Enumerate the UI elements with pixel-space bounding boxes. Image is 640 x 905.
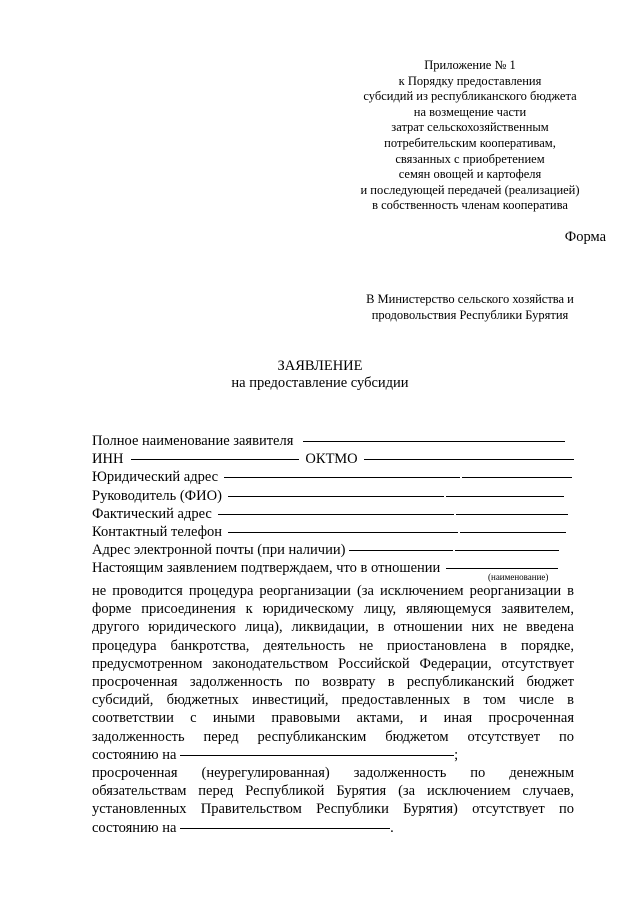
- applicant-fields: [92, 432, 574, 578]
- field-label: Фактический адрес: [92, 505, 212, 522]
- oktmo-blank[interactable]: [364, 458, 574, 460]
- field-label: Юридический адрес: [92, 469, 219, 486]
- paragraph-text: состоянию на: [92, 819, 177, 836]
- annex-line: семян овощей и картофеля: [398, 167, 542, 182]
- legal-address-blank[interactable]: [224, 476, 460, 478]
- paragraph-punct: ;: [454, 746, 459, 763]
- legal-address-blank-2[interactable]: [462, 476, 572, 478]
- declaration-body: [92, 582, 574, 837]
- field-label: Полное наименование заявителя: [92, 433, 294, 449]
- annex-line: и последующей передачей (реализацией): [360, 182, 580, 197]
- paragraph-punct: .: [390, 819, 394, 836]
- field-email: [92, 541, 574, 559]
- form-label: Форма: [564, 229, 606, 245]
- field-label: Контактный телефон: [92, 523, 223, 540]
- field-label: ИНН: [92, 451, 124, 468]
- field-actual-address: [92, 505, 574, 523]
- annex-line: субсидий из республиканского бюджета: [363, 89, 577, 104]
- name-hint: (наименование): [488, 572, 549, 582]
- annex-line: связанных с приобретением: [395, 151, 545, 166]
- field-label: Руководитель (ФИО): [92, 487, 222, 504]
- actual-address-blank[interactable]: [218, 513, 454, 515]
- manager-blank[interactable]: [228, 495, 444, 497]
- phone-blank[interactable]: [228, 531, 458, 533]
- field-manager: [92, 487, 574, 505]
- paragraph-debt: [92, 764, 574, 819]
- addressee: [330, 292, 610, 324]
- annex-line: потребительским кооперативам,: [384, 135, 556, 150]
- annex-header: [330, 58, 610, 214]
- addressee-line-1: В Министерство сельского хозяйства и: [366, 292, 574, 306]
- document-title: [0, 358, 640, 392]
- paragraph-debt-end: [92, 819, 574, 837]
- inn-blank[interactable]: [131, 458, 299, 460]
- field-label: Настоящим заявлением подтверждаем, что в отношении: [92, 560, 441, 577]
- field-label: ОКТМО: [305, 451, 358, 468]
- paragraph-text: состоянию на: [92, 746, 177, 763]
- field-inn-oktmo: [92, 450, 574, 468]
- email-blank[interactable]: [349, 549, 453, 551]
- actual-address-blank-2[interactable]: [456, 513, 568, 515]
- annex-line: Приложение № 1: [424, 58, 516, 72]
- manager-blank-2[interactable]: [446, 495, 564, 497]
- annex-line: затрат сельскохозяйственным: [391, 120, 549, 135]
- field-label: Адрес электронной почты (при наличии): [92, 542, 346, 559]
- annex-line: на возмещение части: [413, 104, 527, 119]
- addressee-line-2: продовольствия Республики Бурятия: [371, 307, 569, 322]
- full-name-blank[interactable]: [303, 440, 565, 442]
- annex-line: в собственность членам кооператива: [372, 198, 568, 213]
- field-phone: [92, 523, 574, 541]
- title-main: ЗАЯВЛЕНИЕ: [277, 358, 363, 374]
- field-full-name: [92, 432, 574, 450]
- date-blank-2[interactable]: [180, 828, 390, 829]
- paragraph-reorganization-end: [92, 746, 574, 764]
- phone-blank-2[interactable]: [460, 531, 566, 533]
- title-sub: на предоставление субсидии: [231, 375, 409, 391]
- organization-name-blank[interactable]: [446, 567, 558, 569]
- email-blank-2[interactable]: [455, 549, 559, 551]
- paragraph-text: не проводится процедура реорганизации (за исключением реорганизации в форме присоединения к юридическому лицу, являющемуся заявителем, другого юридического лица), ликвидации, в отношении них не введена процедура банкротства, деятельность не приостановлена в порядке, предусмотренном законодательством Российской Федерации, отсутствует просроченная задолженность по возврату в республиканский бюджет субсидий, бюджетных инвестиций, предоставленных в том числе в соответствии с иными правовыми актами, и иная просроченная задолженность перед республиканским бюджетом отсутствует по: [92, 583, 574, 745]
- paragraph-text: просроченная (неурегулированная) задолженность по денежным обязательствам перед Республикой Бурятия (за исключением случаев, установленных Правительством Республики Бурятия) отсутствует по: [92, 765, 574, 818]
- date-blank-1[interactable]: [180, 755, 454, 756]
- paragraph-reorganization: [92, 582, 574, 746]
- annex-line: к Порядку предоставления: [398, 73, 542, 88]
- field-legal-address: [92, 468, 574, 486]
